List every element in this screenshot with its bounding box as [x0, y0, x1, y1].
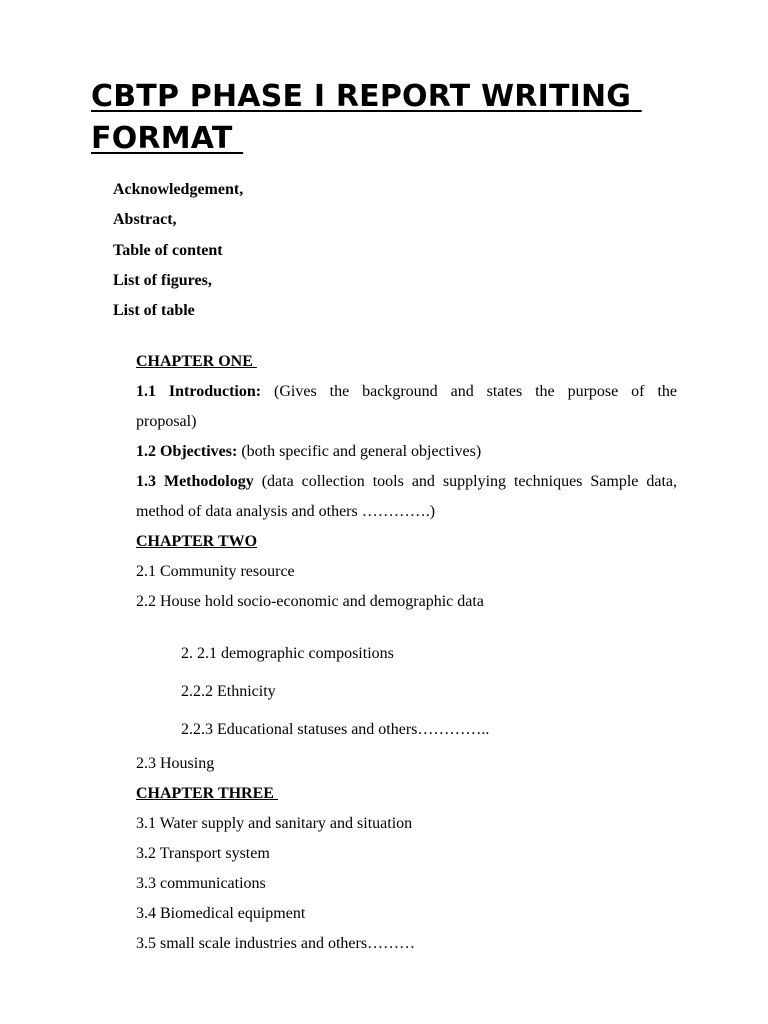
front-matter-item: Abstract,	[113, 211, 177, 229]
section-3-item: 3.3 communications	[136, 875, 266, 892]
methodology-label: 1.3 Methodology	[136, 473, 254, 490]
section-3-item: 3.1 Water supply and sanitary and situation	[136, 815, 413, 832]
chapter-one-heading: CHAPTER ONE	[136, 353, 257, 370]
introduction-text: (Gives the background and states the purpose of the	[261, 383, 677, 400]
section-2-3: 2.3 Housing	[136, 755, 215, 772]
introduction-label: 1.1 Introduction:	[136, 383, 262, 400]
methodology-line-continued	[136, 497, 677, 527]
front-matter-item: Acknowledgement,	[113, 181, 244, 198]
introduction-text-continued: proposal)	[136, 413, 197, 430]
introduction-line-continued	[136, 407, 677, 437]
chapter-two-heading: CHAPTER TWO	[136, 533, 258, 550]
methodology-text: (data collection tools and supplying techniques Sample data,	[253, 473, 677, 490]
objectives-label: 1.2 Objectives:	[136, 443, 238, 460]
front-matter-item: Table of content	[113, 241, 223, 259]
introduction-line	[136, 377, 677, 407]
section-3-item: 3.2 Transport system	[136, 845, 270, 862]
methodology-line	[136, 467, 677, 497]
document-title-text: CBTP PHASE I REPORT WRITING FORMAT	[91, 79, 642, 156]
section-3-item: 3.5 small scale industries and others………	[136, 935, 416, 952]
subsection-item: 2.2.2 Ethnicity	[181, 683, 276, 700]
objectives-line	[136, 437, 677, 467]
document-title	[91, 76, 691, 160]
chapter-two-heading-line	[136, 527, 677, 557]
objectives-text: (both specific and general objectives)	[237, 443, 482, 460]
front-matter-item: List of table	[113, 302, 195, 319]
front-matter-item: List of figures,	[113, 271, 212, 289]
front-matter-list	[113, 178, 243, 329]
section-2-1: 2.1 Community resource	[136, 563, 295, 580]
chapter-three-heading-line	[136, 779, 677, 809]
document-body	[136, 347, 677, 959]
chapter-one-heading-line	[136, 347, 677, 377]
subsection-list	[136, 635, 677, 749]
methodology-text-continued: method of data analysis and others ………….)	[136, 503, 436, 520]
chapter-three-heading: CHAPTER THREE	[136, 785, 278, 802]
subsection-item: 2. 2.1 demographic compositions	[181, 645, 394, 662]
subsection-item: 2.2.3 Educational statuses and others…………..	[181, 721, 490, 738]
section-2-2: 2.2 House hold socio-economic and demographic data	[136, 593, 484, 610]
section-3-item: 3.4 Biomedical equipment	[136, 905, 306, 922]
